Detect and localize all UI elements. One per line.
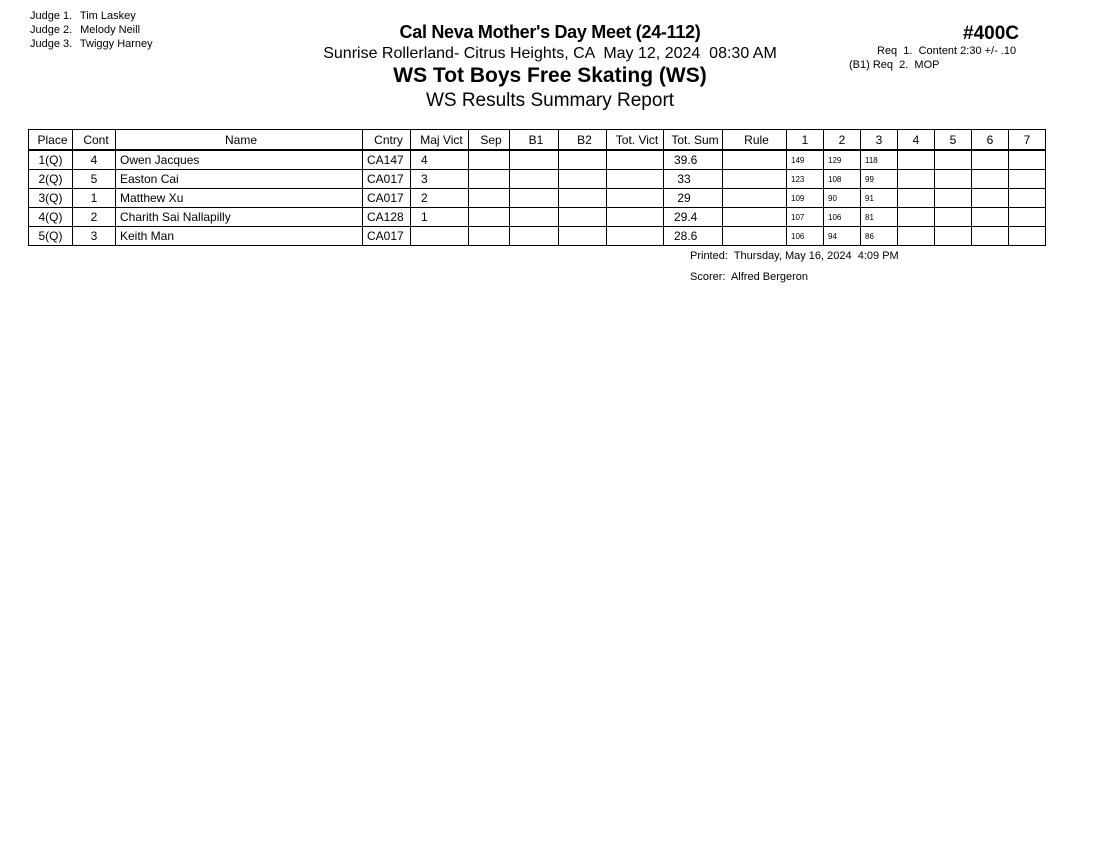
report-title: WS Results Summary Report <box>425 90 675 111</box>
cell-name: Easton Cai <box>116 170 363 189</box>
cell-name: Keith Man <box>116 227 363 246</box>
cell-judge-2: 94 <box>824 227 861 246</box>
cell-maj-vict: 2 <box>411 189 469 208</box>
cell-judge-6 <box>972 208 1009 227</box>
col-header-tot-sum: Tot. Sum <box>664 130 723 151</box>
cell-judge-2: 106 <box>824 208 861 227</box>
cell-rule <box>723 170 787 189</box>
table-row <box>29 150 1046 170</box>
judge-label: Judge <box>30 24 60 36</box>
cell-b1 <box>510 150 559 170</box>
col-header-judge-4: 4 <box>898 130 935 151</box>
col-header-judge-6: 6 <box>972 130 1009 151</box>
cell-tot-sum: 39.6 <box>664 150 723 170</box>
cell-tot-sum: 33 <box>664 170 723 189</box>
cell-b1 <box>510 170 559 189</box>
judges-list <box>30 9 153 51</box>
cell-cntry: CA017 <box>363 227 411 246</box>
cell-tot-sum: 29.4 <box>664 208 723 227</box>
cell-judge-1: 149 <box>787 150 824 170</box>
col-header-place: Place <box>29 130 73 151</box>
cell-judge-4 <box>898 189 935 208</box>
cell-cont: 3 <box>73 227 116 246</box>
cell-rule <box>723 227 787 246</box>
cell-maj-vict <box>411 227 469 246</box>
cell-judge-3: 118 <box>861 150 898 170</box>
cell-judge-2: 129 <box>824 150 861 170</box>
cell-rule <box>723 208 787 227</box>
header-row <box>29 130 1046 151</box>
cell-judge-6 <box>972 150 1009 170</box>
col-header-judge-3: 3 <box>861 130 898 151</box>
cell-maj-vict: 1 <box>411 208 469 227</box>
cell-rule <box>723 189 787 208</box>
col-header-b2: B2 <box>559 130 607 151</box>
cell-judge-1: 109 <box>787 189 824 208</box>
col-header-judge-2: 2 <box>824 130 861 151</box>
col-header-b1: B1 <box>510 130 559 151</box>
col-header-judge-1: 1 <box>787 130 824 151</box>
requirement-2: (B1) Req 2. MOP <box>849 59 940 71</box>
cell-b2 <box>559 227 607 246</box>
table-row <box>29 208 1046 227</box>
cell-maj-vict: 4 <box>411 150 469 170</box>
cell-judge-3: 81 <box>861 208 898 227</box>
judge-line <box>30 37 153 51</box>
cell-rule <box>723 150 787 170</box>
col-header-cntry: Cntry <box>363 130 411 151</box>
table-row <box>29 189 1046 208</box>
cell-judge-5 <box>935 150 972 170</box>
cell-judge-5 <box>935 208 972 227</box>
cell-cntry: CA017 <box>363 170 411 189</box>
cell-name: Matthew Xu <box>116 189 363 208</box>
cell-judge-5 <box>935 170 972 189</box>
cell-place: 5(Q) <box>29 227 73 246</box>
cell-judge-4 <box>898 150 935 170</box>
cell-sep <box>469 189 510 208</box>
cell-cntry: CA147 <box>363 150 411 170</box>
event-title: Cal Neva Mother's Day Meet (24-112) <box>399 22 701 42</box>
judge-name: Tim Laskey <box>79 10 136 22</box>
cell-judge-7 <box>1009 150 1046 170</box>
col-header-cont: Cont <box>73 130 116 151</box>
cell-judge-6 <box>972 227 1009 246</box>
competition-title: WS Tot Boys Free Skating (WS) <box>393 64 707 87</box>
judge-line <box>30 23 153 37</box>
requirement-1: Req 1. Content 2:30 +/- .10 <box>877 45 1017 57</box>
judge-number: 1. <box>63 10 73 22</box>
judge-number: 2. <box>63 24 73 36</box>
cell-cont: 2 <box>73 208 116 227</box>
col-header-maj-vict: Maj Vict <box>411 130 469 151</box>
cell-judge-3: 99 <box>861 170 898 189</box>
cell-tot-vict <box>607 150 664 170</box>
table-row <box>29 227 1046 246</box>
venue-line: Sunrise Rollerland- Citrus Heights, CA May 12, 2024 08:30 AM <box>323 45 777 62</box>
table-row <box>29 170 1046 189</box>
cell-maj-vict: 3 <box>411 170 469 189</box>
cell-cont: 4 <box>73 150 116 170</box>
cell-b1 <box>510 189 559 208</box>
cell-b2 <box>559 150 607 170</box>
cell-tot-vict <box>607 170 664 189</box>
judge-line <box>30 9 153 23</box>
cell-tot-vict <box>607 208 664 227</box>
cell-b2 <box>559 170 607 189</box>
cell-sep <box>469 150 510 170</box>
cell-judge-7 <box>1009 208 1046 227</box>
judge-label: Judge <box>30 10 60 22</box>
cell-judge-7 <box>1009 170 1046 189</box>
cell-sep <box>469 227 510 246</box>
cell-judge-6 <box>972 170 1009 189</box>
cell-place: 1(Q) <box>29 150 73 170</box>
cell-judge-4 <box>898 227 935 246</box>
col-header-judge-5: 5 <box>935 130 972 151</box>
printed-timestamp: Printed: Thursday, May 16, 2024 4:09 PM <box>690 250 899 262</box>
cell-judge-1: 107 <box>787 208 824 227</box>
cell-place: 4(Q) <box>29 208 73 227</box>
cell-b2 <box>559 189 607 208</box>
cell-b1 <box>510 208 559 227</box>
cell-cntry: CA128 <box>363 208 411 227</box>
cell-b2 <box>559 208 607 227</box>
judge-number: 3. <box>63 38 73 50</box>
cell-judge-3: 91 <box>861 189 898 208</box>
cell-judge-7 <box>1009 227 1046 246</box>
col-header-name: Name <box>116 130 363 151</box>
cell-tot-vict <box>607 227 664 246</box>
cell-tot-vict <box>607 189 664 208</box>
judge-name: Twiggy Harney <box>79 38 153 50</box>
cell-judge-6 <box>972 189 1009 208</box>
event-code: #400C <box>963 23 1019 44</box>
cell-judge-4 <box>898 170 935 189</box>
results-table <box>28 129 1046 246</box>
col-header-sep: Sep <box>469 130 510 151</box>
cell-judge-5 <box>935 227 972 246</box>
judge-name: Melody Neill <box>80 24 141 36</box>
cell-sep <box>469 208 510 227</box>
cell-place: 2(Q) <box>29 170 73 189</box>
cell-cntry: CA017 <box>363 189 411 208</box>
cell-tot-sum: 29 <box>664 189 723 208</box>
judge-label: Judge <box>30 38 60 50</box>
cell-judge-5 <box>935 189 972 208</box>
cell-judge-7 <box>1009 189 1046 208</box>
col-header-judge-7: 7 <box>1009 130 1046 151</box>
col-header-rule: Rule <box>723 130 787 151</box>
cell-place: 3(Q) <box>29 189 73 208</box>
cell-sep <box>469 170 510 189</box>
cell-cont: 1 <box>73 189 116 208</box>
cell-judge-3: 86 <box>861 227 898 246</box>
cell-judge-1: 123 <box>787 170 824 189</box>
cell-judge-1: 106 <box>787 227 824 246</box>
cell-name: Owen Jacques <box>116 150 363 170</box>
cell-judge-4 <box>898 208 935 227</box>
cell-name: Charith Sai Nallapilly <box>116 208 363 227</box>
col-header-tot-vict: Tot. Vict <box>607 130 664 151</box>
cell-judge-2: 108 <box>824 170 861 189</box>
cell-judge-2: 90 <box>824 189 861 208</box>
scorer-name: Scorer: Alfred Bergeron <box>690 271 809 283</box>
cell-cont: 5 <box>73 170 116 189</box>
cell-tot-sum: 28.6 <box>664 227 723 246</box>
cell-b1 <box>510 227 559 246</box>
